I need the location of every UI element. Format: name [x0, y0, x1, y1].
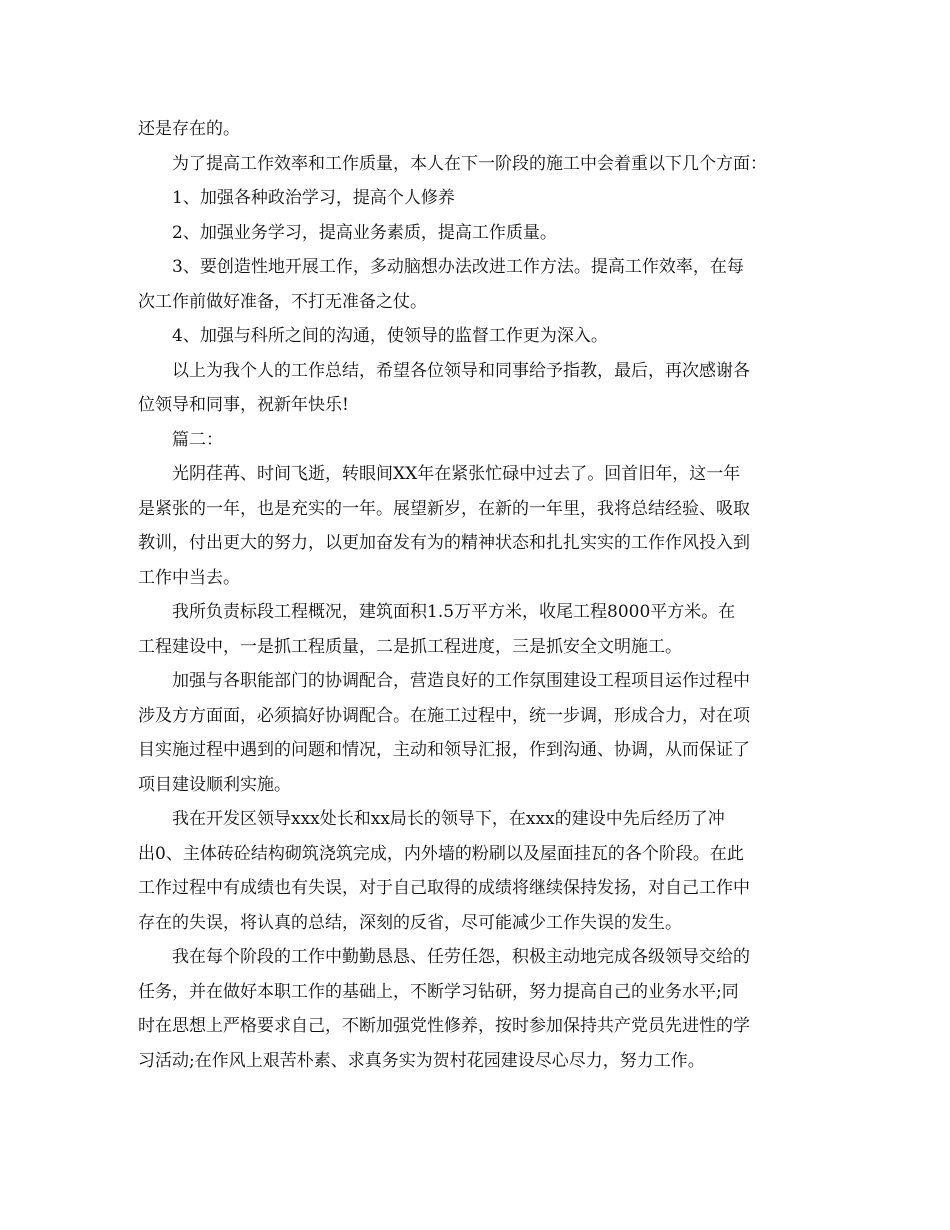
paragraph [138, 147, 814, 182]
paragraph-line: 项目建设顺利实施。 [138, 774, 291, 795]
paragraph [138, 664, 814, 802]
paragraph-line: 位领导和同事，祝新年快乐! [138, 395, 349, 415]
paragraph-line: 我所负责标段工程概况，建筑面积1.5万平方米，收尾工程8000平方米。在 [172, 602, 736, 622]
paragraph [138, 802, 814, 940]
paragraph-line: 4、加强与科所之间的沟通，使领导的监督工作更为深入。 [172, 326, 608, 346]
paragraph-line: 篇二： [172, 429, 223, 450]
paragraph-line: 工程建设中，一是抓工程质量，二是抓工程进度，三是抓安全文明施工。 [138, 636, 682, 657]
paragraph-line: 加强与各职能部门的协调配合，营造良好的工作氛围建设工程项目运作过程中 [172, 671, 750, 691]
paragraph-line: 时在思想上严格要求自己，不断加强党性修养，按时参加保持共产党员先进性的学 [138, 1016, 750, 1036]
paragraph [138, 354, 814, 423]
paragraph-line: 光阴荏苒、时间飞逝，转眼间XX年在紧张忙碌中过去了。回首旧年，这一年 [172, 464, 741, 484]
paragraph [138, 250, 814, 319]
paragraph [138, 940, 814, 1078]
paragraph-line: 出0、主体砖砼结构砌筑浇筑完成，内外墙的粉刷以及屋面挂瓦的各个阶段。在此 [138, 843, 744, 864]
paragraph-line: 目实施过程中遇到的问题和情况，主动和领导汇报，作到沟通、协调，从而保证了 [138, 740, 750, 760]
paragraph [138, 457, 814, 595]
paragraph-list [138, 112, 814, 1078]
paragraph-line: 2、加强业务学习，提高业务素质，提高工作质量。 [172, 222, 557, 243]
paragraph [138, 216, 814, 251]
paragraph-line: 以上为我个人的工作总结，希望各位领导和同事给予指教，最后，再次感谢各 [172, 360, 750, 381]
paragraph [138, 319, 814, 354]
paragraph-line: 存在的失误，将认真的总结，深刻的反省，尽可能减少工作失误的发生。 [138, 912, 682, 933]
paragraph-line: 任务，并在做好本职工作的基础上，不断学习钻研，努力提高自己的业务水平;同 [138, 981, 739, 1002]
document-body [138, 112, 814, 1078]
paragraph [138, 112, 814, 147]
paragraph-line: 是紧张的一年，也是充实的一年。展望新岁，在新的一年里，我将总结经验、吸取 [138, 498, 750, 519]
paragraph-line: 我在开发区领导xxx处长和xx局长的领导下，在xxx的建设中先后经历了冲 [172, 809, 725, 829]
paragraph-line: 我在每个阶段的工作中勤勤恳恳、任劳任怨，积极主动地完成各级领导交给的 [172, 947, 750, 967]
paragraph [138, 423, 814, 458]
paragraph-line: 教训，付出更大的努力，以更加奋发有为的精神状态和扎扎实实的工作作风投入到 [138, 533, 750, 553]
paragraph-line: 还是存在的。 [138, 119, 240, 139]
paragraph-line: 习活动;在作风上艰苦朴素、求真务实为贺村花园建设尽心尽力，努力工作。 [138, 1050, 705, 1071]
paragraph-line: 涉及方方面面，必须搞好协调配合。在施工过程中，统一步调，形成合力，对在项 [138, 705, 750, 726]
paragraph-line: 工作中当去。 [138, 567, 240, 588]
paragraph [138, 181, 814, 216]
paragraph [138, 595, 814, 664]
paragraph-line: 3、要创造性地开展工作，多动脑想办法改进工作方法。提高工作效率，在每 [172, 257, 744, 277]
paragraph-line: 工作过程中有成绩也有失误，对于自己取得的成绩将继续保持发扬，对自己工作中 [138, 878, 750, 898]
paragraph-line: 为了提高工作效率和工作质量，本人在下一阶段的施工中会着重以下几个方面： [172, 153, 767, 174]
paragraph-line: 1、加强各种政治学习，提高个人修养 [172, 188, 455, 208]
paragraph-line: 次工作前做好准备，不打无准备之仗。 [138, 291, 427, 312]
